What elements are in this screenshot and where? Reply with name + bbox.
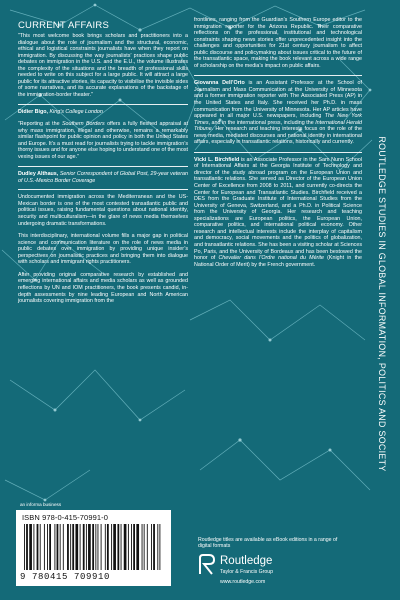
attribution-affiliation: Senior Correspondent of Global Post, 29-year veteran of U.S.-Mexico Border Coverage <box>18 171 188 184</box>
isbn-number: ISBN 978-0-415-70991-0 <box>22 513 109 522</box>
barcode-icon <box>22 524 165 570</box>
informa-tagline: an informa business <box>20 502 62 507</box>
publisher-url[interactable]: www.routledge.com <box>220 579 266 585</box>
barcode-panel <box>16 510 171 586</box>
barcode-digits: 9 780415 709910 <box>20 572 111 582</box>
left-column <box>18 33 188 311</box>
description-paragraph-3: After providing original comparative research by established and emerging international affairs and media scholars as well as grounded reflections by UN and IOM practitioners, the book presents candid, in-depth assessments by nine leading European and North American journalists covering immigration from the <box>18 271 188 305</box>
divider <box>194 75 362 76</box>
bio-italic: Chevalier dans l’Ordre national du Mérite <box>218 255 324 262</box>
routledge-logo-icon <box>198 554 216 576</box>
endorsement-attribution-2 <box>18 171 188 184</box>
publisher-tagline: Taylor & Francis Group <box>220 569 274 575</box>
author-name: Giovanna Dell’Orto <box>194 80 245 87</box>
right-column <box>194 17 362 274</box>
bio-text: (Knight in the National Order of Merit) by the French government. <box>194 255 362 268</box>
description-paragraph-2: This interdisciplinary, international volume fills a major gap in political science and communication literature on the role of news media in public debates over immigration by providing unique insider’s perspectives on journalistic practices and bringing them into dialogue with scholars and immigrant rights practitioners. <box>18 233 188 266</box>
series-spine <box>374 24 390 584</box>
bio-text: . Her research and teaching interests focus on the role of the news media, mediated discourses and national identity in international affairs, especially in transatlantic relations, historically and currently. <box>194 126 362 146</box>
ebook-note: Routledge titles are available as eBook editions in a range of digital formats <box>198 537 338 550</box>
publisher-logo <box>198 552 328 592</box>
attribution-name: Didier Bigo, <box>18 109 48 116</box>
attribution-name: Dudley Althaus, <box>18 171 59 178</box>
quote-text: offers a fully fleshed appraisal at why mass immigration, illegal and otherwise, remains a remarkably similar flashpoint for public opinion and policy in both the United States and Europe. It’s a must read for journalists trying to tackle immigration’s thorny issues and for anyone else hoping to understand one of the most vexing issues of our age.” <box>18 121 188 160</box>
bio-italic: International Herald Tribune <box>194 119 362 133</box>
endorsement-quote-1: “This most welcome book brings scholars and practitioners into a dialogue about the role of journalism and the structural, economic, ethical and logistical constraints journalists have when they report on immigration. By discussing the way journalists’ practices shape public debates on immigration in the U.S. and the E.U., the volume illustrates the complexity of the situations and the breadth of professional skills needed to write on this subject for a large public. It will attract a large public for its attractive stories, its capacity to visibilise the invisible sides of some narratives, and its accurate explanations of the backstage of the immigration-border theater.” <box>18 33 188 98</box>
quote-italic: Southern Borders <box>61 121 105 128</box>
divider <box>194 152 362 153</box>
bio-italic: The New York Times <box>194 113 362 126</box>
description-paragraph-3-continued: frontlines, ranging from the Guardian’s Southern Europe editor to the immigration reporter for the Arizona Republic. Their comparative reflections on the professional, institutional and technological constraints shaping news stories offer unprecedented insight into the challenges and opportunities for 21st century journalism to affect public discourse and policymaking about issues critical to the future of the transatlantic space, making the book relevant across a wide range of scholarship on the media’s impact on public affairs. <box>194 17 362 69</box>
description-paragraph-1: Undocumented immigration across the Mediterranean and the US-Mexican border is one of the most contested transatlantic public and political issues, raising fundamental questions about national identity, security and multiculturalism—in the glare of news media themselves undergoing dramatic transformations. <box>18 194 188 227</box>
endorsement-quote-2 <box>18 121 188 160</box>
divider <box>18 189 188 190</box>
divider <box>18 166 188 167</box>
bio-text: , and in the international press, including the <box>208 119 316 126</box>
bio-text: is an Assistant Professor at the School of Journalism and Mass Communication at the University of Minnesota and a former immigration reporter with The Associated Press (AP) in the United States and Italy. She received her Ph.D. in mass communication from the University of Minnesota. Her AP articles have appeared in all major U.S. newspapers, including <box>194 80 362 120</box>
series-title: ROUTLEDGE STUDIES IN GLOBAL INFORMATION, POLITICS AND SOCIETY <box>377 136 387 472</box>
section-heading: CURRENT AFFAIRS <box>18 20 109 31</box>
attribution-affiliation: King’s College London <box>48 109 103 116</box>
author-bio-1 <box>194 80 362 145</box>
endorsement-attribution-1 <box>18 109 188 116</box>
author-name: Vicki L. Birchfield <box>194 156 240 163</box>
bio-text: is an Associate Professor in the Sam Nunn School of International Affairs at the Georgia Institute of Technology and director of the study abroad program on the European Union and transatlantic relations. She served as Director of the European Union Center of Excellence from 2008 to 2011, and currently co-directs the Center for European and Transatlantic Studies. Birchfield received a DES from the Graduate Institute of International Studies from the University of Geneva, Switzerland, and a Ph.D. in Political Science from the University of Georgia. Her research and teaching specializations are European politics, the European Union, comparative politics, and international political economy. Other research and intellectual interests include the interplay of capitalism and democracy, social movements and the politics of globalization, and transatlantic relations. She has been a visiting scholar at Sciences Po, Paris, and the University of Bordeaux and has been bestowed the honor of <box>194 156 362 262</box>
author-bio-2 <box>194 157 362 268</box>
divider <box>18 104 188 105</box>
publisher-name: Routledge <box>220 555 273 567</box>
quote-text: “Reporting at the <box>18 121 62 128</box>
